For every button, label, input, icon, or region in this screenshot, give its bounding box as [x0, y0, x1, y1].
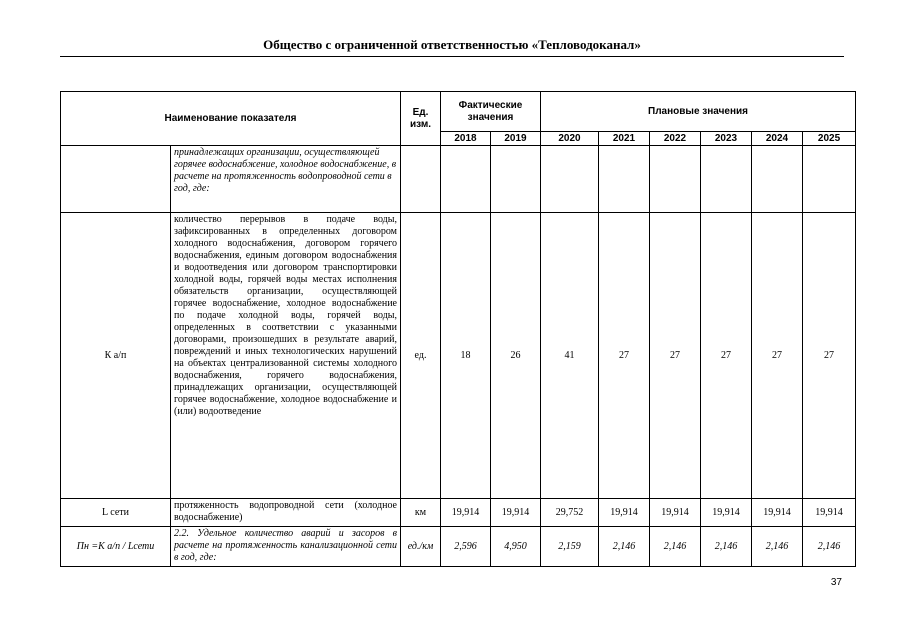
indicator-description: количество перерывов в подаче воды, зафиксированных в определенных договором холодного водоснабжения, договором горячего водоснабжения, единым договором водоснабжения и водоотведения или договором транспортировки холодной воды, горячей воды местах исполнения обязательств организации, осуществляющей горячее водоснабжение, холодное водоснабжение по подаче холодной воды, горячей воды, определенных в соответствии с указанными договорами, произошедших в результате аварий, повреждений и иных технологических нарушений на объектах централизованной системы холодного водоснабжения, горячего водоснабжения, принадлежащих организации, осуществляющей горячее водоснабжение, холодное водоснабжение и (или) водоотведение [171, 213, 401, 499]
column-header-planned: Плановые значения [541, 92, 856, 132]
indicator-name: Пн =К а/п / Lсети [61, 527, 171, 567]
value-cell: 27 [803, 213, 856, 499]
column-header-unit: Ед. изм. [401, 92, 441, 146]
value-cell: 2,146 [599, 527, 650, 567]
value-cell: 2,146 [701, 527, 752, 567]
indicator-name: L сети [61, 499, 171, 527]
value-cell [599, 146, 650, 213]
year-header: 2024 [752, 132, 803, 146]
year-header: 2025 [803, 132, 856, 146]
value-cell: 19,914 [803, 499, 856, 527]
value-cell: 2,146 [803, 527, 856, 567]
value-cell: 4,950 [491, 527, 541, 567]
document-header: Общество с ограниченной ответственностью «Тепловодоканал» [263, 37, 641, 52]
value-cell: 2,596 [441, 527, 491, 567]
value-cell: 27 [701, 213, 752, 499]
indicators-table [60, 91, 856, 567]
value-cell: 19,914 [701, 499, 752, 527]
value-cell: 19,914 [752, 499, 803, 527]
indicator-unit [401, 146, 441, 213]
indicator-description: 2.2. Удельное количество аварий и засоров в расчете на протяженность канализационной сети в год, где: [171, 527, 401, 567]
column-header-name: Наименование показателя [61, 92, 401, 146]
indicator-name: К а/п [61, 213, 171, 499]
page-number: 37 [830, 577, 842, 588]
table-row [61, 213, 856, 499]
value-cell: 2,146 [650, 527, 701, 567]
value-cell [541, 146, 599, 213]
value-cell: 29,752 [541, 499, 599, 527]
indicator-description: принадлежащих организации, осуществляющей горячее водоснабжение, холодное водоснабжение, в расчете на протяженность водопроводной сети в год, где: [171, 146, 401, 213]
indicator-name [61, 146, 171, 213]
year-header: 2019 [491, 132, 541, 146]
value-cell: 27 [599, 213, 650, 499]
value-cell: 41 [541, 213, 599, 499]
year-header: 2018 [441, 132, 491, 146]
year-header: 2023 [701, 132, 752, 146]
header-rule [60, 56, 844, 57]
table-row [61, 527, 856, 567]
value-cell: 26 [491, 213, 541, 499]
value-cell: 19,914 [441, 499, 491, 527]
year-header: 2021 [599, 132, 650, 146]
value-cell: 27 [650, 213, 701, 499]
value-cell [650, 146, 701, 213]
value-cell: 27 [752, 213, 803, 499]
value-cell: 2,146 [752, 527, 803, 567]
value-cell [803, 146, 856, 213]
value-cell: 19,914 [491, 499, 541, 527]
value-cell [441, 146, 491, 213]
value-cell [491, 146, 541, 213]
year-header: 2020 [541, 132, 599, 146]
indicator-description: протяженность водопроводной сети (холодное водоснабжение) [171, 499, 401, 527]
indicator-unit: ед./км [401, 527, 441, 567]
table-row [61, 499, 856, 527]
value-cell [701, 146, 752, 213]
value-cell: 19,914 [650, 499, 701, 527]
value-cell: 2,159 [541, 527, 599, 567]
value-cell: 18 [441, 213, 491, 499]
year-header: 2022 [650, 132, 701, 146]
value-cell [752, 146, 803, 213]
column-header-actual: Фактические значения [441, 92, 541, 132]
value-cell: 19,914 [599, 499, 650, 527]
indicator-unit: км [401, 499, 441, 527]
table-row [61, 146, 856, 213]
indicator-unit: ед. [401, 213, 441, 499]
